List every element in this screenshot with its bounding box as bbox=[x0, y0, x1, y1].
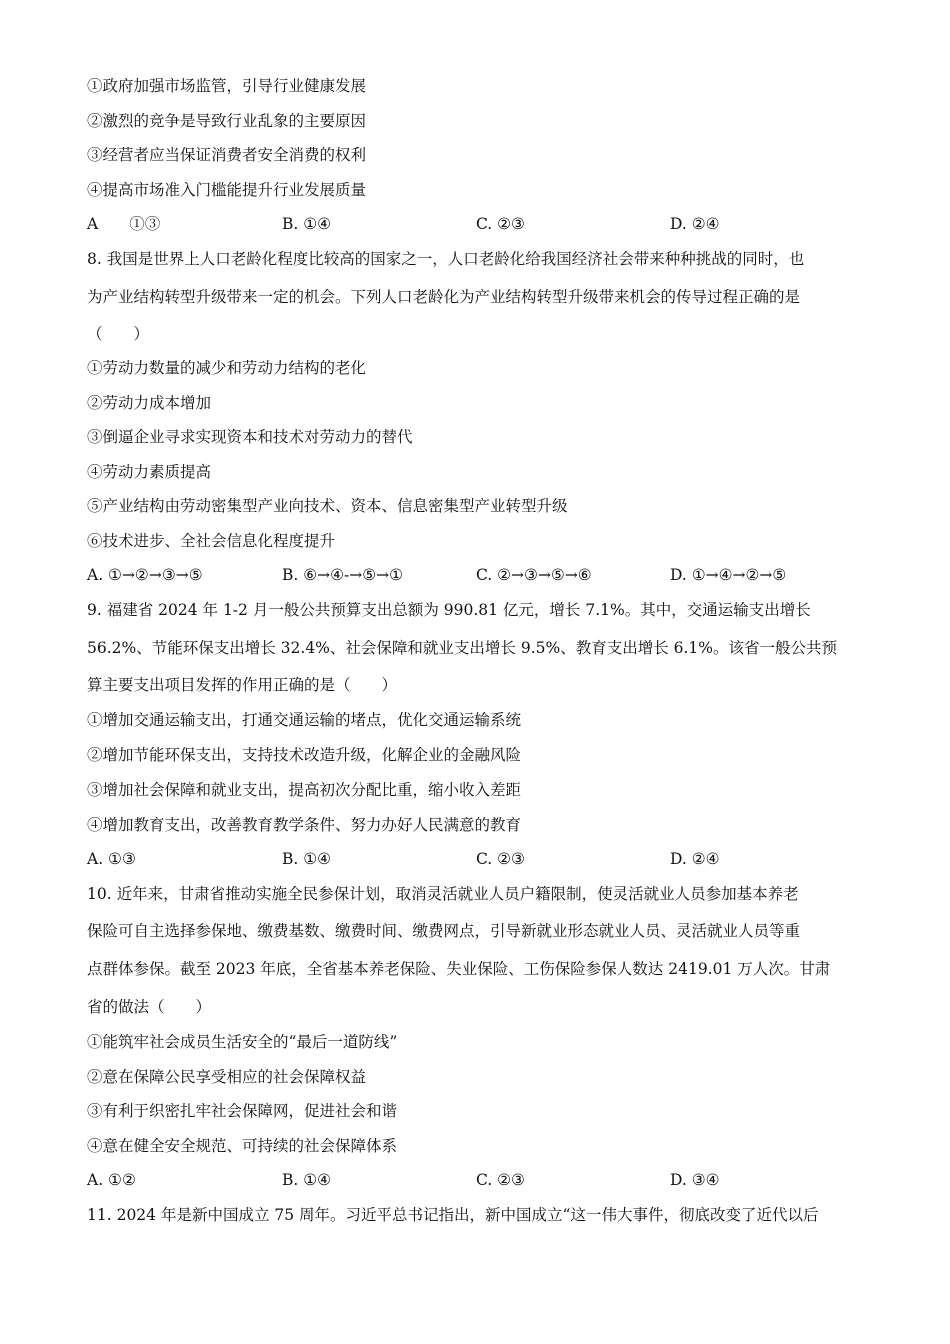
q9-stem-line-1: 9. 福建省 2024 年 1-2 月一般公共预算支出总额为 990.81 亿元，增长 7.1%。其中，交通运输支出增长 bbox=[87, 601, 811, 619]
q10-item-4: ④意在健全安全规范、可持续的社会保障体系 bbox=[87, 1137, 398, 1155]
q8-option-b: B. ⑥→④-→⑤→① bbox=[282, 566, 404, 584]
q11-stem-line-1: 11. 2024 年是新中国成立 75 周年。习近平总书记指出，新中国成立“这一伟大事件，彻底改变了近代以后 bbox=[87, 1206, 819, 1224]
q7-item-1: ①政府加强市场监管，引导行业健康发展 bbox=[87, 77, 367, 95]
q9-options bbox=[87, 849, 867, 869]
q10-stem-line-2: 保险可自主选择参保地、缴费基数、缴费时间、缴费网点，引导新就业形态就业人员、灵活就业人员等重 bbox=[87, 922, 801, 940]
q7-options bbox=[87, 214, 867, 234]
q10-option-b: B. ①④ bbox=[282, 1171, 332, 1189]
q8-stem-line-3: （ ） bbox=[87, 325, 150, 343]
q9-stem-line-3: 算主要支出项目发挥的作用正确的是（ ） bbox=[87, 676, 398, 694]
q8-item-2: ②劳动力成本增加 bbox=[87, 394, 212, 412]
q7-item-3: ③经营者应当保证消费者安全消费的权利 bbox=[87, 146, 367, 164]
q10-options bbox=[87, 1170, 867, 1190]
q10-item-1: ①能筑牢社会成员生活安全的“最后一道防线” bbox=[87, 1033, 398, 1051]
q8-item-3: ③倒逼企业寻求实现资本和技术对劳动力的替代 bbox=[87, 428, 413, 446]
q8-options bbox=[87, 565, 867, 585]
q7-item-2: ②激烈的竞争是导致行业乱象的主要原因 bbox=[87, 112, 367, 130]
q8-stem-line-1: 8. 我国是世界上人口老龄化程度比较高的国家之一，人口老龄化给我国经济社会带来种种挑战的同时，也 bbox=[87, 250, 805, 268]
q10-stem-line-3: 点群体参保。截至 2023 年底，全省基本养老保险、失业保险、工伤保险参保人数达 2419.01 万人次。甘肃 bbox=[87, 960, 831, 978]
q9-item-4: ④增加教育支出，改善教育教学条件、努力办好人民满意的教育 bbox=[87, 816, 522, 834]
q8-option-a: A. ①→②→③→⑤ bbox=[87, 566, 203, 584]
q9-option-b: B. ①④ bbox=[282, 850, 332, 868]
q8-item-5: ⑤产业结构由劳动密集型产业向技术、资本、信息密集型产业转型升级 bbox=[87, 497, 568, 515]
q10-stem-line-4: 省的做法（ ） bbox=[87, 998, 212, 1016]
q7-option-d: D. ②④ bbox=[670, 215, 720, 233]
q9-option-a: A. ①③ bbox=[87, 850, 136, 868]
q8-item-6: ⑥技术进步、全社会信息化程度提升 bbox=[87, 532, 336, 550]
q10-option-c: C. ②③ bbox=[476, 1171, 525, 1189]
q10-stem-line-1: 10. 近年来，甘肃省推动实施全民参保计划，取消灵活就业人员户籍限制，使灵活就业人员参加基本养老 bbox=[87, 885, 799, 903]
q9-item-3: ③增加社会保障和就业支出，提高初次分配比重，缩小收入差距 bbox=[87, 781, 522, 799]
q7-option-c: C. ②③ bbox=[476, 215, 525, 233]
q9-item-1: ①增加交通运输支出，打通交通运输的堵点，优化交通运输系统 bbox=[87, 711, 522, 729]
q7-item-4: ④提高市场准入门槛能提升行业发展质量 bbox=[87, 181, 367, 199]
q8-item-4: ④劳动力素质提高 bbox=[87, 463, 212, 481]
q9-stem-line-2: 56.2%、节能环保支出增长 32.4%、社会保障和就业支出增长 9.5%、教育支出增长 6.1%。该省一般公共预 bbox=[87, 639, 838, 657]
q10-item-2: ②意在保障公民享受相应的社会保障权益 bbox=[87, 1068, 367, 1086]
q7-option-a: A ①③ bbox=[87, 215, 161, 233]
q7-option-b: B. ①④ bbox=[282, 215, 332, 233]
q10-item-3: ③有利于织密扎牢社会保障网，促进社会和谐 bbox=[87, 1102, 398, 1120]
q10-option-d: D. ③④ bbox=[670, 1171, 720, 1189]
q8-option-c: C. ②→③→⑤→⑥ bbox=[476, 566, 592, 584]
q10-option-a: A. ①② bbox=[87, 1171, 136, 1189]
q9-option-d: D. ②④ bbox=[670, 850, 720, 868]
q8-stem-line-2: 为产业结构转型升级带来一定的机会。下列人口老龄化为产业结构转型升级带来机会的传导过程正确的是 bbox=[87, 288, 801, 306]
q9-item-2: ②增加节能环保支出，支持技术改造升级，化解企业的金融风险 bbox=[87, 746, 522, 764]
q8-item-1: ①劳动力数量的减少和劳动力结构的老化 bbox=[87, 359, 367, 377]
q9-option-c: C. ②③ bbox=[476, 850, 525, 868]
q8-option-d: D. ①→④→②→⑤ bbox=[670, 566, 787, 584]
